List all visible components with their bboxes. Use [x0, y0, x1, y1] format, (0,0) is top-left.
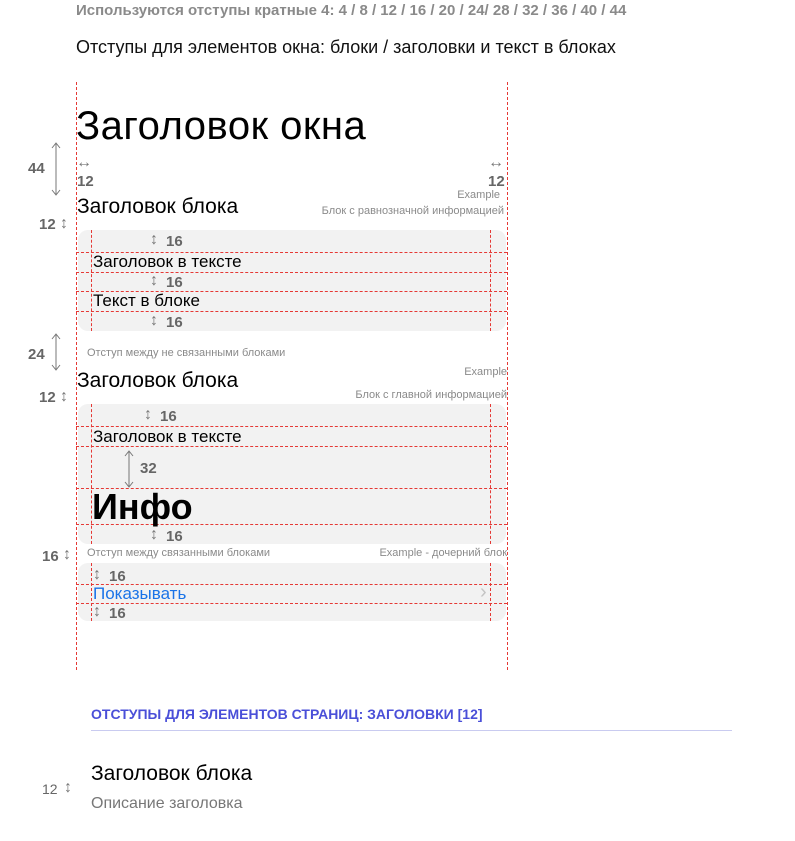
block2-example-label: Example — [464, 366, 507, 378]
vertical-arrow-icon: ↕ — [93, 566, 101, 583]
block3-pad-bottom: 16 — [109, 605, 126, 622]
block2-header: Заголовок блока — [77, 369, 239, 392]
gap-related: 16 — [42, 548, 59, 565]
page-block-description: Описание заголовка — [91, 795, 243, 812]
vertical-arrow-icon: ↕ — [64, 779, 72, 796]
guide-right-inner-b2 — [490, 404, 491, 544]
guide-left-inner-b1 — [91, 230, 92, 331]
vertical-arrow-icon: ↕ — [144, 406, 152, 423]
guide-right-outer — [507, 82, 508, 670]
vertical-arrow-icon: ↕ — [63, 546, 71, 563]
section-subtitle: Отступы для элементов окна: блоки / заголовки и текст в блоках — [76, 37, 616, 57]
page-headers-section-title: ОТСТУПЫ ДЛЯ ЭЛЕМЕНТОВ СТРАНИЦ: ЗАГОЛОВКИ [12] — [91, 706, 483, 722]
block3-example-label: Example - дочерний блок — [379, 547, 507, 559]
chevron-right-icon[interactable]: › — [480, 581, 487, 603]
block2-example-desc: Блок с главной информацией — [355, 389, 507, 401]
block1-background — [78, 230, 506, 331]
block3-pad-top: 16 — [109, 568, 126, 585]
side-margin-right: 12 — [488, 173, 505, 190]
vertical-arrow-icon: ↕ — [150, 312, 158, 329]
block2-pad-bottom: 16 — [166, 528, 183, 545]
side-margin-left: 12 — [77, 173, 94, 190]
gap-related-note: Отступ между связанными блоками — [87, 547, 271, 559]
vertical-arrow-icon: ↕ — [93, 603, 101, 620]
vertical-arrow-icon: ↕ — [60, 215, 68, 232]
block1-example-label: Example — [457, 189, 500, 201]
block1-gap-between: 16 — [166, 274, 183, 291]
page-headers-gap: 12 — [42, 781, 58, 797]
horizontal-arrow-icon: ↔ — [76, 154, 92, 171]
block2-text-heading: Заголовок в тексте — [93, 427, 242, 446]
guide-right-inner-b1 — [490, 230, 491, 331]
window-title: Заголовок окна — [76, 104, 367, 148]
gap-title-to-block: 44 — [28, 160, 45, 177]
page-block-title: Заголовок блока — [91, 762, 253, 785]
gap-header-block2: 12 — [39, 389, 56, 406]
vertical-arrow-icon: ↕ — [150, 526, 158, 543]
horizontal-arrow-icon: ↔ — [488, 154, 504, 171]
gap-header-block1: 12 — [39, 216, 56, 233]
spacing-rule-text: Используются отступы кратные 4: 4 / 8 / 12 / 16 / 20 / 24/ 28 / 32 / 36 / 40 / 44 — [76, 2, 627, 19]
vertical-bracket-icon — [51, 332, 61, 372]
block1-pad-bottom: 16 — [166, 314, 183, 331]
vertical-bracket-icon — [51, 141, 61, 197]
block2-gap-to-info: 32 — [140, 460, 157, 477]
vertical-arrow-icon: ↕ — [150, 231, 158, 248]
guide-h-b1-4 — [76, 311, 507, 312]
block1-example-desc: Блок с равнозначной информацией — [321, 205, 504, 217]
guide-h-b1-2 — [76, 272, 507, 273]
block1-text-heading: Заголовок в тексте — [93, 252, 242, 271]
vertical-arrow-icon: ↕ — [150, 272, 158, 289]
vertical-bracket-icon — [124, 449, 134, 489]
show-link[interactable]: Показывать — [93, 584, 187, 603]
block1-text: Текст в блоке — [93, 291, 200, 310]
gap-unrelated-note: Отступ между не связанными блоками — [87, 347, 286, 359]
section-divider — [91, 730, 732, 731]
block1-header: Заголовок блока — [77, 195, 239, 218]
vertical-arrow-icon: ↕ — [60, 388, 68, 405]
block2-info-value: Инфо — [92, 486, 193, 527]
guide-left-inner-b3 — [91, 563, 92, 621]
block2-pad-top: 16 — [160, 408, 177, 425]
guide-right-inner-b3 — [490, 563, 491, 621]
block1-pad-top: 16 — [166, 233, 183, 250]
gap-unrelated: 24 — [28, 346, 45, 363]
